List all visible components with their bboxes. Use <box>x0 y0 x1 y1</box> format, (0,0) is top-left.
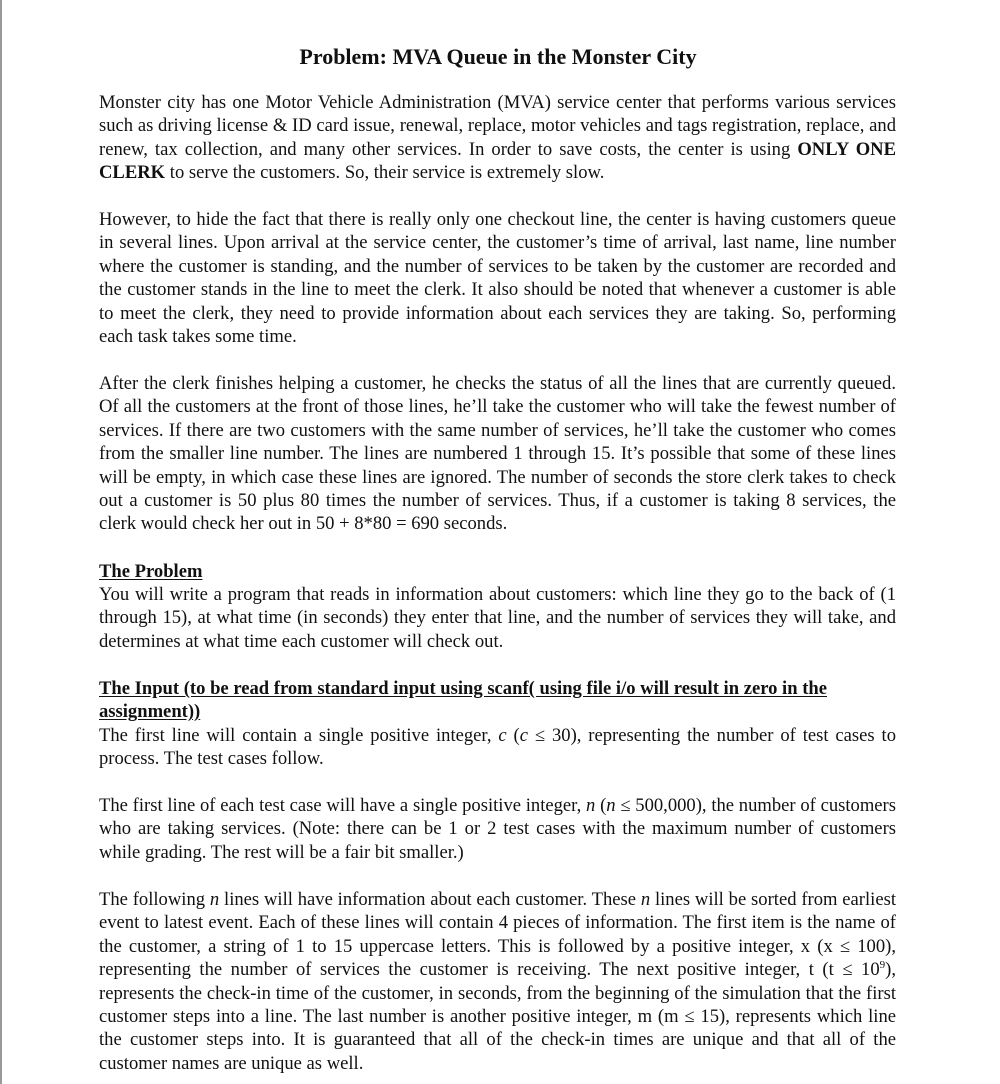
variable-c: c <box>519 725 529 746</box>
variable-n: n <box>640 889 651 910</box>
paragraph-intro <box>99 91 896 185</box>
text-run: The first line of each test case will have a single positive integer, <box>99 795 587 816</box>
page-title: Problem: MVA Queue in the Monster City <box>299 44 697 69</box>
page-left-border <box>0 0 2 1084</box>
text-run: The following <box>99 889 210 910</box>
emphasis-only-one-clerk: ONLY ONE CLERK <box>99 138 897 184</box>
paragraph-customer-info <box>99 888 896 1075</box>
text-run: ≤ 30), representing the number of test cases to process. The test cases follow. <box>99 725 896 770</box>
text-run: lines will have information about each customer. These <box>219 889 641 910</box>
exponent: 9 <box>879 959 886 972</box>
text-run: lines will be sorted from earliest event to latest event. Each of these lines will contain 4 pieces of information. The first item is the name of the customer, a string of 1 to 15 uppercase letters. This is followed by a positive integer, x (x ≤ 100), representing the number of services the customer is receiving. The next positive integer, t (t ≤ 10 <box>99 889 896 981</box>
variable-n: n <box>606 795 616 816</box>
text-run: ( <box>595 795 607 816</box>
paragraph-problem: You will write a program that reads in information about customers: which line they go to the back of (1 through 15), at what time (in seconds) they enter that line, and the number of services they will take, and determines at what time each customer will check out. <box>99 584 896 652</box>
paragraph-clerk-rules: After the clerk finishes helping a customer, he checks the status of all the lines that are currently queued. Of all the customers at the front of those lines, he’ll take the customer who will take the fewest number of services. If there are two customers with the same number of services, he’ll take the customer who comes from the smaller line number. The lines are numbered 1 through 15. It’s possible that some of these lines will be empty, in which case these lines are ignored. The number of seconds the store clerk takes to check out a customer is 50 plus 80 times the number of services. Thus, if a customer is taking 8 services, the clerk would check her out in 50 + 8*80 = 690 seconds. <box>99 373 896 535</box>
variable-n: n <box>586 795 596 816</box>
section-heading-problem: The Problem <box>99 561 203 582</box>
paragraph-customer-count <box>99 794 896 864</box>
paragraph-test-cases <box>99 724 896 771</box>
variable-c: c <box>498 725 507 746</box>
section-heading-input: The Input (to be read from standard input using scanf( using file i/o will result in zero in the assignment)) <box>99 678 827 723</box>
paragraph-intro-text: Monster city has one Motor Vehicle Administration (MVA) service center that performs various services such as driving license & ID card issue, renewal, replace, motor vehicles and tags registration, replace, and renew, tax collection, and many other services. In order to save costs, the center is using <box>99 92 896 160</box>
text-run: The first line will contain a single positive integer, <box>99 725 499 746</box>
paragraph-intro-text-end: to serve the customers. So, their service is extremely slow. <box>165 162 605 184</box>
variable-n: n <box>209 889 220 910</box>
text-run: ( <box>506 725 520 746</box>
text-run: ), represents the check-in time of the customer, in seconds, from the beginning of the simulation that the first customer steps into a line. The last number is another positive integer, m (m ≤ 15), represents which line the customer steps into. It is guaranteed that all of the check-in times are unique and that all of the customer names are unique as well. <box>99 959 896 1074</box>
paragraph-queue-lines: However, to hide the fact that there is really only one checkout line, the center is having customers queue in several lines. Upon arrival at the service center, the customer’s time of arrival, last name, line number where the customer is standing, and the number of services to be taken by the customer are recorded and the customer stands in the line to meet the clerk. It also should be noted that whenever a customer is able to meet the clerk, they need to provide information about each services they are taking. So, performing each task takes some time. <box>99 209 896 348</box>
text-run: ≤ 500,000), the number of customers who are taking services. (Note: there can be 1 or 2 test cases with the maximum number of customers while grading. The rest will be a fair bit smaller.) <box>99 795 896 863</box>
